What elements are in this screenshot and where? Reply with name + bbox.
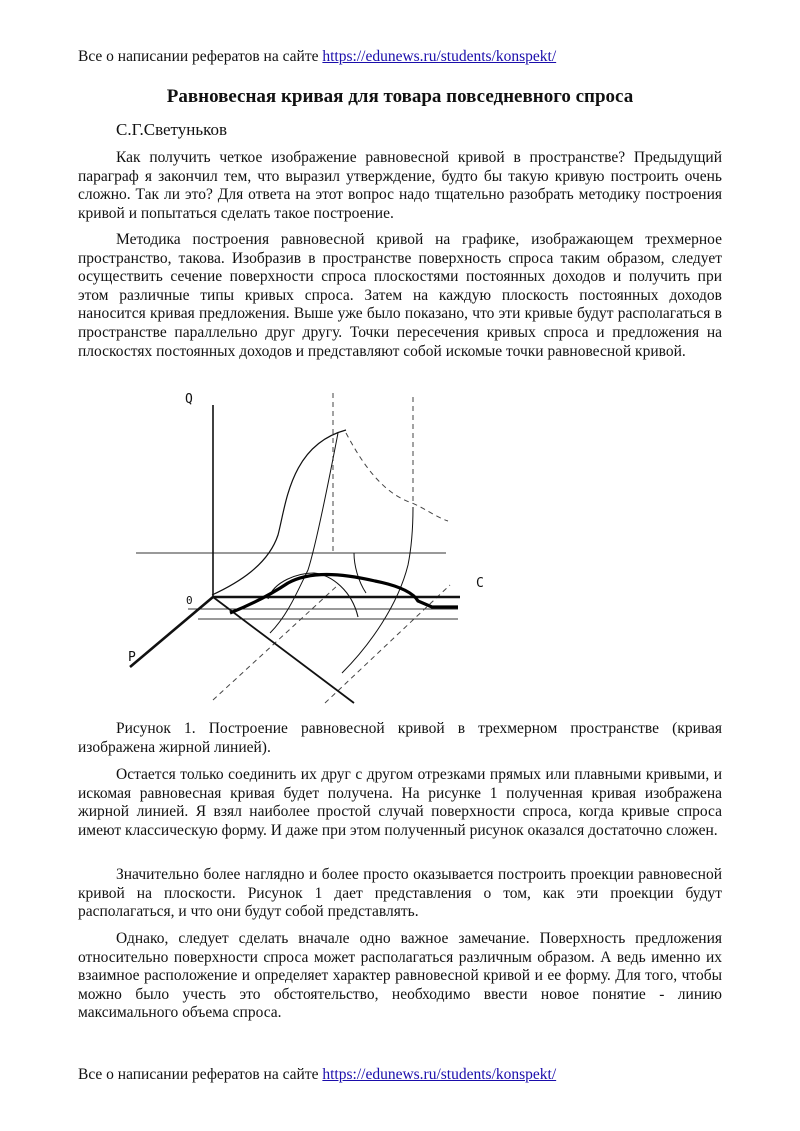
paragraph-2: Методика построения равновесной кривой на графике, изображающем трехмерное пространство, такова. Изобразив в пространстве поверхность спроса таким образом, следует осуществить сечение поверхности спроса плоскостями постоянных доходов и получить при этом различные типы кривых спроса. Затем на каждую плоскость постоянных доходов наносится кривая предложения. Выше уже было показано, что эти кривые будут располагаться в пространстве параллельно друг другу. Точки пересечения кривых спроса и предложения на плоскостях постоянных доходов и представляют собой искомые точки равновесной кривой.: [78, 231, 722, 360]
paragraph-4: Значительно более наглядно и более просто оказывается построить проекции равновесной кривой на плоскости. Рисунок 1 дает представления о том, как эти проекции будут располагаться, и что они будут собой представлять.: [78, 866, 722, 921]
dashed-diagonal-1: [213, 585, 338, 700]
demand-curve-2: [270, 433, 338, 633]
axis-c-label: C: [476, 576, 484, 591]
figure-caption: Рисунок 1. Построение равновесной кривой в трехмерном пространстве (кривая изображена жирной линией).: [78, 720, 722, 756]
origin-label: 0: [186, 594, 193, 607]
axis-p-label: P: [128, 650, 136, 665]
header-text: Все о написании рефератов на сайте: [78, 48, 319, 65]
figure-1: [120, 385, 490, 715]
header-line: [78, 48, 556, 66]
axis-p-line: [130, 597, 213, 667]
footer-text: Все о написании рефератов на сайте: [78, 1066, 319, 1083]
paragraph-3: Остается только соединить их друг с другом отрезками прямых или плавными кривыми, и искомая равновесная кривая будет получена. На рисунке 1 полученная кривая изображена жирной линией. Я взял наиболее простой случай поверхности спроса, когда кривые спроса имеют классическую форму. И даже при этом полученный рисунок оказался достаточно сложен.: [78, 766, 722, 839]
supply-curve-2: [354, 553, 366, 593]
equilibrium-curve: [230, 575, 458, 614]
figure-1-graph: [120, 385, 490, 715]
dashed-demand-curve: [346, 433, 448, 521]
footer-link[interactable]: https://edunews.ru/students/konspekt/: [322, 1066, 557, 1083]
dashed-diagonal-2: [325, 585, 450, 703]
supply-curve-1: [268, 573, 358, 617]
header-link[interactable]: https://edunews.ru/students/konspekt/: [322, 48, 557, 65]
footer-line: [78, 1066, 556, 1084]
paragraph-5: Однако, следует сделать вначале одно важное замечание. Поверхность предложения относительно поверхности спроса может располагаться различным образом. А ведь именно их взаимное расположение и определяет характер равновесной кривой и ее форму. Для того, чтобы можно было учесть это обстоятельство, необходимо ввести новое понятие - линию максимального объема спроса.: [78, 930, 722, 1022]
page-title: Равновесная кривая для товара повседневного спроса: [166, 86, 634, 107]
axis-q-label: Q: [185, 392, 193, 407]
paragraph-1: Как получить четкое изображение равновесной кривой в пространстве? Предыдущий параграф я закончил тем, что выразил утверждение, будто бы такую кривую построить очень сложно. Так ли это? Для ответа на этот вопрос надо тщательно разобрать методику построения кривой и попытаться сделать такое построение.: [78, 149, 722, 222]
demand-curve-1: [212, 430, 346, 595]
author: С.Г.Светуньков: [116, 120, 228, 139]
